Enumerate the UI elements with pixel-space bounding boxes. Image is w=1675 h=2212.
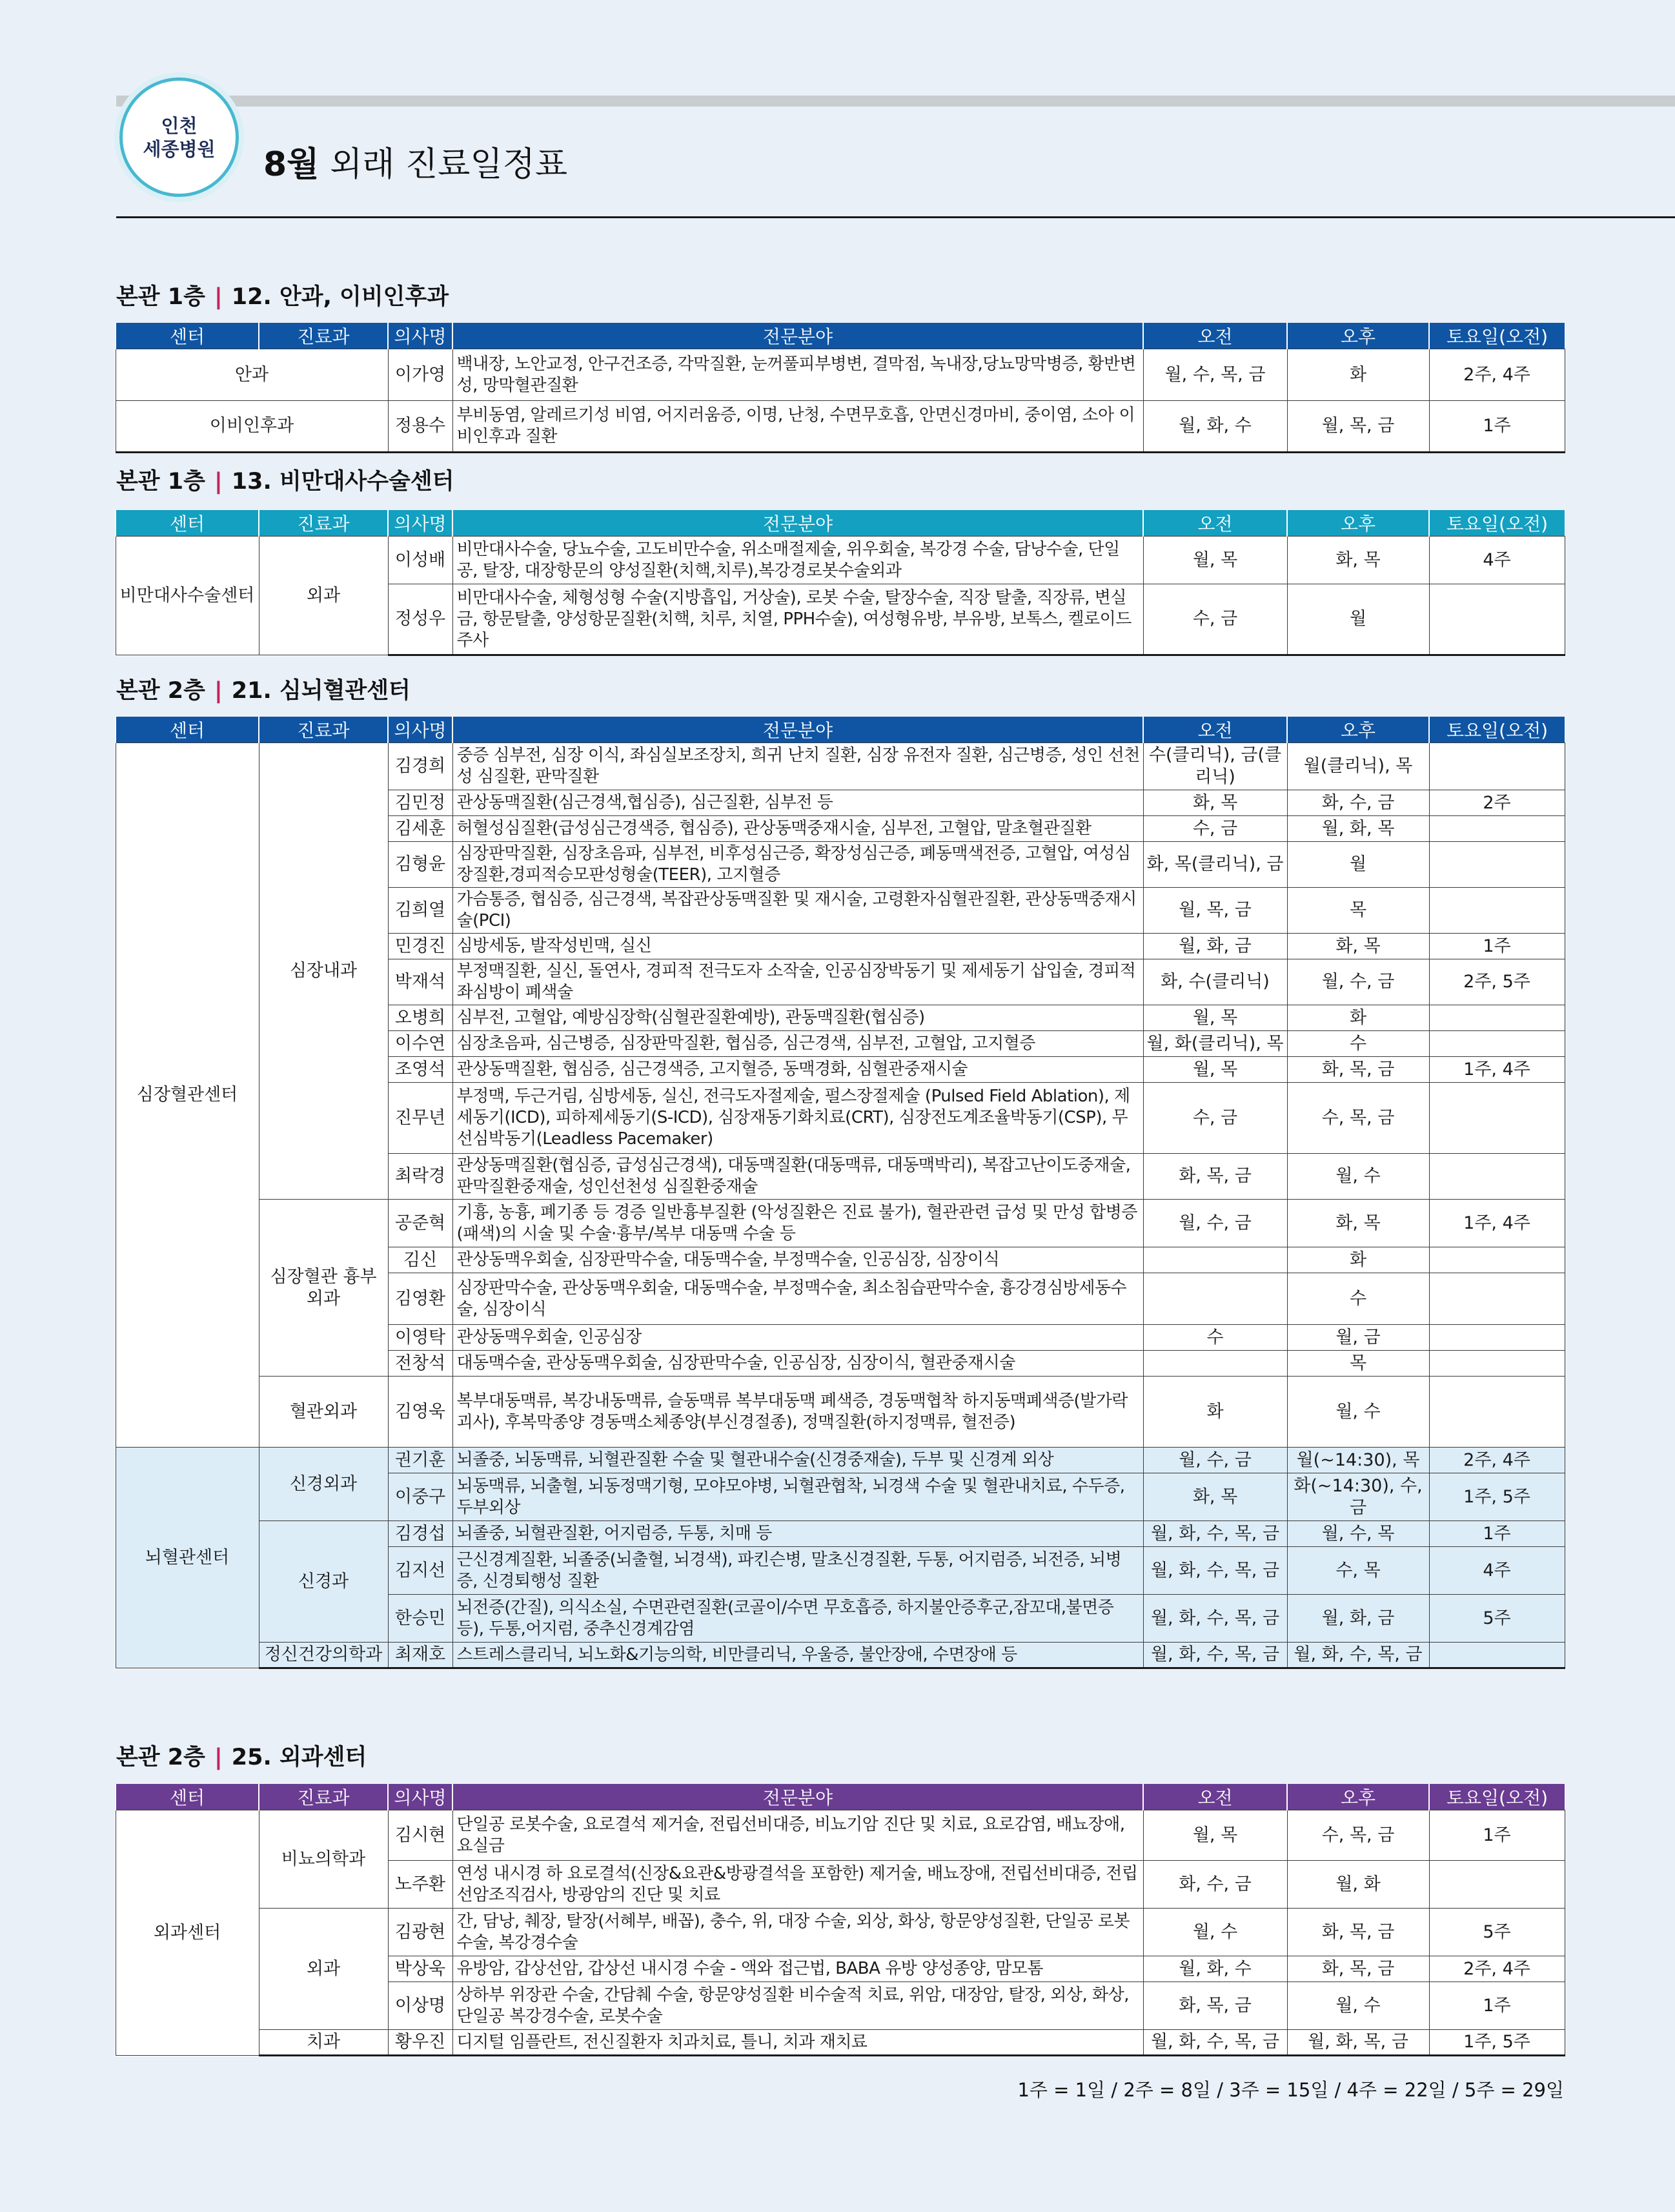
section-floor: 본관 2층	[116, 1745, 205, 1770]
saturday-cell: 2주, 4주	[1429, 1448, 1565, 1473]
specialty-cell: 간, 담낭, 췌장, 탈장(서혜부, 배꼽), 충수, 위, 대장 수술, 외상, 화상, 항문양성질환, 단일공 로봇수술, 복강경수술	[452, 1909, 1143, 1956]
pm-cell: 화, 목	[1287, 537, 1429, 584]
specialty-cell: 유방암, 갑상선암, 갑상선 내시경 수술 - 액와 접근법, BABA 유방 양성종양, 맘모톰	[452, 1956, 1143, 1982]
saturday-cell	[1429, 1273, 1565, 1325]
col-doctor: 의사명	[388, 323, 452, 349]
doctor-name: 한승민	[388, 1595, 452, 1643]
doctor-name: 김민정	[388, 790, 452, 816]
col-pm: 오후	[1287, 1784, 1429, 1810]
am-cell: 화, 목	[1143, 1473, 1287, 1521]
pm-cell: 화	[1287, 349, 1429, 401]
specialty-cell: 관상동맥질환(심근경색,협심증), 심근질환, 심부전 등	[452, 790, 1143, 816]
center-cell: 외과센터	[116, 1810, 259, 2056]
pm-cell: 수	[1287, 1273, 1429, 1325]
pm-cell: 목	[1287, 1351, 1429, 1377]
am-cell: 월, 화, 수, 목, 금	[1143, 1643, 1287, 1668]
am-cell: 월, 수, 금	[1143, 1448, 1287, 1473]
am-cell: 화, 목(클리닉), 금	[1143, 842, 1287, 888]
table-row	[116, 349, 1565, 401]
doctor-name: 진무년	[388, 1083, 452, 1154]
table-row	[116, 537, 1565, 584]
doctor-name: 김신	[388, 1247, 452, 1273]
doctor-name: 최재호	[388, 1643, 452, 1668]
doctor-name: 이중구	[388, 1473, 452, 1521]
section-floor: 본관 2층	[116, 678, 205, 704]
section-name: 21. 심뇌혈관센터	[231, 678, 411, 704]
specialty-cell: 스트레스클리닉, 뇌노화&기능의학, 비만클리닉, 우울증, 불안장애, 수면장애 등	[452, 1643, 1143, 1668]
am-cell: 월, 화, 수	[1143, 1956, 1287, 1982]
doctor-name: 최락경	[388, 1154, 452, 1200]
specialty-cell: 뇌전증(간질), 의식소실, 수면관련질환(코골이/수면 무호흡증, 하지불안증후군,잠꼬대,불면증 등), 두통,어지럼, 중추신경계감염	[452, 1595, 1143, 1643]
specialty-cell: 백내장, 노안교정, 안구건조증, 각막질환, 눈꺼풀피부병변, 결막점, 녹내장,당뇨망막병증, 황반변성, 망막혈관질환	[452, 349, 1143, 401]
specialty-cell: 가슴통증, 협심증, 심근경색, 복잡관상동맥질환 및 재시술, 고령환자심혈관질환, 관상동맥중재시술(PCI)	[452, 888, 1143, 934]
specialty-cell: 부비동염, 알레르기성 비염, 어지러움증, 이명, 난청, 수면무호흡, 안면신경마비, 중이염, 소아 이비인후과 질환	[452, 401, 1143, 453]
col-pm: 오후	[1287, 717, 1429, 743]
table-header	[116, 1784, 1565, 1810]
specialty-cell: 관상동맥질환(협심증, 급성심근경색), 대동맥질환(대동맥류, 대동맥박리), 복잡고난이도중재술, 판막질환중재술, 성인선천성 심질환중재술	[452, 1154, 1143, 1200]
saturday-cell	[1429, 1005, 1565, 1031]
am-cell: 화, 목, 금	[1143, 1154, 1287, 1200]
pm-cell: 월, 수	[1287, 1377, 1429, 1448]
pm-cell: 월, 화	[1287, 1861, 1429, 1909]
section-name: 12. 안과, 이비인후과	[231, 284, 449, 310]
doctor-name: 정용수	[388, 401, 452, 453]
specialty-cell: 복부대동맥류, 복강내동맥류, 슬동맥류 복부대동맥 폐색증, 경동맥협착 하지동맥폐색증(발가락괴사), 후복막종양 경동맥소체종양(부신경절종), 정맥질환(하지정맥류, 혈전증)	[452, 1377, 1143, 1448]
col-specialty: 전문분야	[452, 717, 1143, 743]
schedule-table-eye-ent	[115, 323, 1565, 453]
specialty-cell: 대동맥수술, 관상동맥우회술, 심장판막수술, 인공심장, 심장이식, 혈관중재시술	[452, 1351, 1143, 1377]
am-cell: 월, 화, 수	[1143, 401, 1287, 453]
doctor-name: 오병희	[388, 1005, 452, 1031]
section-title: 본관 2층 | 25. 외과센터	[116, 1745, 367, 1770]
doctor-name: 김광현	[388, 1909, 452, 1956]
table-header	[116, 717, 1565, 743]
pm-cell: 월, 금	[1287, 1325, 1429, 1351]
am-cell: 월, 목	[1143, 1057, 1287, 1083]
col-saturday: 토요일(오전)	[1429, 323, 1565, 349]
col-dept: 진료과	[259, 510, 388, 537]
pm-cell: 화, 목, 금	[1287, 1956, 1429, 1982]
table-row	[116, 1810, 1565, 1861]
saturday-cell	[1429, 584, 1565, 655]
doctor-name: 이성배	[388, 537, 452, 584]
col-specialty: 전문분야	[452, 323, 1143, 349]
dept-cell: 외과	[259, 1909, 388, 2030]
pm-cell: 화, 목	[1287, 934, 1429, 959]
saturday-cell	[1429, 1377, 1565, 1448]
specialty-cell: 부정맥질환, 실신, 돌연사, 경피적 전극도자 소작술, 인공심장박동기 및 제세동기 삽입술, 경피적 좌심방이 폐색술	[452, 959, 1143, 1005]
dept-cell: 정신건강의학과	[259, 1643, 388, 1668]
saturday-cell: 2주, 4주	[1429, 1956, 1565, 1982]
col-doctor: 의사명	[388, 717, 452, 743]
specialty-cell: 상하부 위장관 수술, 간담췌 수술, 항문양성질환 비수술적 치료, 위암, 대장암, 탈장, 외상, 화상, 단일공 복강경수술, 로봇수술	[452, 1982, 1143, 2030]
table-header	[116, 510, 1565, 537]
pm-cell: 수	[1287, 1031, 1429, 1057]
am-cell: 화, 목	[1143, 790, 1287, 816]
col-saturday: 토요일(오전)	[1429, 717, 1565, 743]
doctor-name: 박재석	[388, 959, 452, 1005]
am-cell: 월, 수	[1143, 1909, 1287, 1956]
col-am: 오전	[1143, 1784, 1287, 1810]
pm-cell: 월(클리닉), 목	[1287, 743, 1429, 790]
specialty-cell: 비만대사수술, 당뇨수술, 고도비만수술, 위소매절제술, 위우회술, 복강경 수술, 담낭수술, 단일공, 탈장, 대장항문의 양성질환(치핵,치루),복강경로봇수술외과	[452, 537, 1143, 584]
col-specialty: 전문분야	[452, 510, 1143, 537]
saturday-cell	[1429, 1247, 1565, 1273]
pm-cell: 월, 수	[1287, 1982, 1429, 2030]
saturday-cell	[1429, 1031, 1565, 1057]
saturday-cell: 1주	[1429, 1982, 1565, 2030]
doctor-name: 김형윤	[388, 842, 452, 888]
specialty-cell: 단일공 로봇수술, 요로결석 제거술, 전립선비대증, 비뇨기암 진단 및 치료, 요로감염, 배뇨장애, 요실금	[452, 1810, 1143, 1861]
dept-cell: 외과	[259, 537, 388, 655]
doctor-name: 박상욱	[388, 1956, 452, 1982]
specialty-cell: 관상동맥우회술, 심장판막수술, 대동맥수술, 부정맥수술, 인공심장, 심장이식	[452, 1247, 1143, 1273]
col-specialty: 전문분야	[452, 1784, 1143, 1810]
am-cell: 화	[1143, 1377, 1287, 1448]
saturday-cell: 1주, 5주	[1429, 1473, 1565, 1521]
saturday-cell: 4주	[1429, 537, 1565, 584]
section-name: 25. 외과센터	[231, 1745, 367, 1770]
section-title: 본관 2층 | 21. 심뇌혈관센터	[116, 678, 411, 704]
dept-cell: 비뇨의학과	[259, 1810, 388, 1909]
col-saturday: 토요일(오전)	[1429, 1784, 1565, 1810]
saturday-cell: 1주	[1429, 1521, 1565, 1547]
doctor-name: 정성우	[388, 584, 452, 655]
schedule-table-surgery	[115, 1784, 1565, 2056]
doctor-name: 김영환	[388, 1273, 452, 1325]
saturday-cell: 1주	[1429, 401, 1565, 453]
pm-cell: 화, 목, 금	[1287, 1909, 1429, 1956]
saturday-cell: 5주	[1429, 1909, 1565, 1956]
am-cell: 월, 화(클리닉), 목	[1143, 1031, 1287, 1057]
schedule-table-bariatric	[115, 510, 1565, 656]
section-floor: 본관 1층	[116, 284, 205, 310]
specialty-cell: 심장판막수술, 관상동맥우회술, 대동맥수술, 부정맥수술, 최소침습판막수술, 흉강경심방세동수술, 심장이식	[452, 1273, 1143, 1325]
col-center: 센터	[116, 323, 259, 349]
hospital-badge	[119, 77, 239, 197]
section-name: 13. 비만대사수술센터	[231, 469, 454, 495]
saturday-cell	[1429, 1351, 1565, 1377]
am-cell	[1143, 1351, 1287, 1377]
am-cell: 월, 목	[1143, 1810, 1287, 1861]
am-cell: 화, 목, 금	[1143, 1982, 1287, 2030]
col-am: 오전	[1143, 717, 1287, 743]
pm-cell: 수, 목, 금	[1287, 1810, 1429, 1861]
badge-line1: 인천	[161, 114, 198, 137]
saturday-cell: 2주, 5주	[1429, 959, 1565, 1005]
pm-cell: 월, 수, 금	[1287, 959, 1429, 1005]
saturday-cell: 2주, 4주	[1429, 349, 1565, 401]
pm-cell: 월, 화, 목	[1287, 816, 1429, 842]
table-row	[116, 2030, 1565, 2056]
am-cell: 월, 화, 수, 목, 금	[1143, 1521, 1287, 1547]
pm-cell: 월	[1287, 842, 1429, 888]
doctor-name: 김시현	[388, 1810, 452, 1861]
pm-cell: 목	[1287, 888, 1429, 934]
pm-cell: 월	[1287, 584, 1429, 655]
am-cell: 월, 화, 금	[1143, 934, 1287, 959]
specialty-cell: 기흉, 농흉, 폐기종 등 경증 일반흉부질환 (악성질환은 진료 불가), 혈관관련 급성 및 만성 합병증(패색)의 시술 및 수술·흉부/복부 대동맥 수술 등	[452, 1200, 1143, 1247]
table-row	[116, 1377, 1565, 1448]
dept-cell: 혈관외과	[259, 1377, 388, 1448]
dept-cell: 심장혈관 흉부외과	[259, 1200, 388, 1377]
col-doctor: 의사명	[388, 1784, 452, 1810]
table-row	[116, 401, 1565, 453]
am-cell: 월, 목	[1143, 1005, 1287, 1031]
am-cell: 월, 화, 수, 목, 금	[1143, 1595, 1287, 1643]
am-cell: 수	[1143, 1325, 1287, 1351]
section-floor: 본관 1층	[116, 469, 205, 495]
saturday-cell	[1429, 743, 1565, 790]
doctor-name: 노주환	[388, 1861, 452, 1909]
doctor-name: 민경진	[388, 934, 452, 959]
doctor-name: 김희열	[388, 888, 452, 934]
week-legend: 1주 = 1일 / 2주 = 8일 / 3주 = 15일 / 4주 = 22일 / 5주 = 29일	[1017, 2079, 1564, 2101]
doctor-name: 이상명	[388, 1982, 452, 2030]
pm-cell: 월, 수	[1287, 1154, 1429, 1200]
am-cell: 수, 금	[1143, 1083, 1287, 1154]
pm-cell: 화	[1287, 1247, 1429, 1273]
specialty-cell: 부정맥, 두근거림, 심방세동, 실신, 전극도자절제술, 펄스장절제술 (Pulsed Field Ablation), 제세동기(ICD), 피하제세동기(S-ICD), 심장재동기화치료(CRT), 심장전도계조율박동기(CSP), 무선심박동기(Leadless Pacemaker)	[452, 1083, 1143, 1154]
pm-cell: 화	[1287, 1005, 1429, 1031]
doctor-name: 김경희	[388, 743, 452, 790]
specialty-cell: 관상동맥질환, 협심증, 심근경색증, 고지혈증, 동맥경화, 심혈관중재시술	[452, 1057, 1143, 1083]
center-cell: 심장혈관센터	[116, 743, 259, 1448]
doctor-name: 이영탁	[388, 1325, 452, 1351]
specialty-cell: 근신경계질환, 뇌졸중(뇌출혈, 뇌경색), 파킨슨병, 말초신경질환, 두통, 어지럼증, 뇌전증, 뇌병증, 신경퇴행성 질환	[452, 1547, 1143, 1595]
doctor-name: 이가영	[388, 349, 452, 401]
dept-cell: 신경과	[259, 1521, 388, 1643]
center-cell: 안과	[116, 349, 388, 401]
specialty-cell: 심부전, 고혈압, 예방심장학(심혈관질환예방), 관동맥질환(협심증)	[452, 1005, 1143, 1031]
pm-cell: 월, 화, 수, 목, 금	[1287, 1643, 1429, 1668]
center-cell: 이비인후과	[116, 401, 388, 453]
saturday-cell: 4주	[1429, 1547, 1565, 1595]
col-dept: 진료과	[259, 323, 388, 349]
saturday-cell: 1주	[1429, 1810, 1565, 1861]
saturday-cell: 5주	[1429, 1595, 1565, 1643]
am-cell	[1143, 1247, 1287, 1273]
center-cell: 비만대사수술센터	[116, 537, 259, 655]
saturday-cell	[1429, 1154, 1565, 1200]
table-row	[116, 1643, 1565, 1668]
col-doctor: 의사명	[388, 510, 452, 537]
doctor-name: 김세훈	[388, 816, 452, 842]
col-pm: 오후	[1287, 510, 1429, 537]
saturday-cell: 2주	[1429, 790, 1565, 816]
am-cell: 월, 수, 금	[1143, 1200, 1287, 1247]
pm-cell: 월, 화, 목, 금	[1287, 2030, 1429, 2056]
specialty-cell: 비만대사수술, 체형성형 수술(지방흡입, 거상술), 로봇 수술, 탈장수술, 직장 탈출, 직장류, 변실금, 항문탈출, 양성항문질환(치핵, 치루, 치열, PPH수술), 여성형유방, 부유방, 보톡스, 켈로이드 주사	[452, 584, 1143, 655]
title-text: 외래 진료일정표	[319, 145, 568, 184]
header-bar	[116, 96, 1675, 107]
am-cell: 월, 수, 목, 금	[1143, 349, 1287, 401]
specialty-cell: 뇌졸중, 뇌동맥류, 뇌혈관질환 수술 및 혈관내수술(신경중재술), 두부 및 신경계 외상	[452, 1448, 1143, 1473]
dept-cell: 치과	[259, 2030, 388, 2056]
am-cell: 월, 목, 금	[1143, 888, 1287, 934]
saturday-cell	[1429, 888, 1565, 934]
am-cell: 수, 금	[1143, 816, 1287, 842]
pm-cell: 수, 목	[1287, 1547, 1429, 1595]
doctor-name: 공준혁	[388, 1200, 452, 1247]
page-title	[263, 137, 567, 185]
table-row	[116, 743, 1565, 790]
saturday-cell: 1주, 4주	[1429, 1057, 1565, 1083]
am-cell: 수(클리닉), 금(클리닉)	[1143, 743, 1287, 790]
table-row	[116, 1909, 1565, 1956]
col-dept: 진료과	[259, 717, 388, 743]
am-cell: 월, 목	[1143, 537, 1287, 584]
pm-cell: 화, 목, 금	[1287, 1057, 1429, 1083]
saturday-cell	[1429, 1083, 1565, 1154]
doctor-name: 김영욱	[388, 1377, 452, 1448]
col-center: 센터	[116, 717, 259, 743]
am-cell: 화, 수(클리닉)	[1143, 959, 1287, 1005]
table-row	[116, 1200, 1565, 1247]
dept-cell: 심장내과	[259, 743, 388, 1200]
saturday-cell	[1429, 1861, 1565, 1909]
specialty-cell: 디지털 임플란트, 전신질환자 치과치료, 틀니, 치과 재치료	[452, 2030, 1143, 2056]
col-pm: 오후	[1287, 323, 1429, 349]
col-center: 센터	[116, 1784, 259, 1810]
saturday-cell	[1429, 1643, 1565, 1668]
pm-cell: 화(~14:30), 수, 금	[1287, 1473, 1429, 1521]
saturday-cell: 1주	[1429, 934, 1565, 959]
badge-line2: 세종병원	[143, 138, 216, 160]
saturday-cell	[1429, 816, 1565, 842]
doctor-name: 황우진	[388, 2030, 452, 2056]
col-dept: 진료과	[259, 1784, 388, 1810]
pm-cell: 월, 수, 목	[1287, 1521, 1429, 1547]
doctor-name: 이수연	[388, 1031, 452, 1057]
pm-cell: 화, 수, 금	[1287, 790, 1429, 816]
col-am: 오전	[1143, 323, 1287, 349]
am-cell: 수, 금	[1143, 584, 1287, 655]
col-am: 오전	[1143, 510, 1287, 537]
specialty-cell: 심장초음파, 심근병증, 심장판막질환, 협심증, 심근경색, 심부전, 고혈압, 고지혈증	[452, 1031, 1143, 1057]
specialty-cell: 관상동맥우회술, 인공심장	[452, 1325, 1143, 1351]
specialty-cell: 심방세동, 발작성빈맥, 실신	[452, 934, 1143, 959]
doctor-name: 김지선	[388, 1547, 452, 1595]
pm-cell: 수, 목, 금	[1287, 1083, 1429, 1154]
dept-cell: 신경외과	[259, 1448, 388, 1521]
specialty-cell: 연성 내시경 하 요로결석(신장&요관&방광결석을 포함한) 제거술, 배뇨장애, 전립선비대증, 전립선암조직검사, 방광암의 진단 및 치료	[452, 1861, 1143, 1909]
pm-cell: 월(~14:30), 목	[1287, 1448, 1429, 1473]
doctor-name: 전창석	[388, 1351, 452, 1377]
table-row	[116, 1521, 1565, 1547]
section-title: 본관 1층 | 12. 안과, 이비인후과	[116, 284, 449, 310]
saturday-cell: 1주, 5주	[1429, 2030, 1565, 2056]
am-cell: 화, 수, 금	[1143, 1861, 1287, 1909]
doctor-name: 조영석	[388, 1057, 452, 1083]
specialty-cell: 뇌졸중, 뇌혈관질환, 어지럼증, 두통, 치매 등	[452, 1521, 1143, 1547]
pm-cell: 화, 목	[1287, 1200, 1429, 1247]
pm-cell: 월, 목, 금	[1287, 401, 1429, 453]
specialty-cell: 심장판막질환, 심장초음파, 심부전, 비후성심근증, 확장성심근증, 폐동맥색전증, 고혈압, 여성심장질환,경피적승모판성형술(TEER), 고지혈증	[452, 842, 1143, 888]
saturday-cell: 1주, 4주	[1429, 1200, 1565, 1247]
col-center: 센터	[116, 510, 259, 537]
table-header	[116, 323, 1565, 349]
specialty-cell: 뇌동맥류, 뇌출혈, 뇌동정맥기형, 모야모야병, 뇌혈관협착, 뇌경색 수술 및 혈관내치료, 수두증, 두부외상	[452, 1473, 1143, 1521]
center-cell: 뇌혈관센터	[116, 1448, 259, 1668]
section-title: 본관 1층 | 13. 비만대사수술센터	[116, 469, 454, 495]
col-saturday: 토요일(오전)	[1429, 510, 1565, 537]
doctor-name: 김경섭	[388, 1521, 452, 1547]
header-underline	[116, 216, 1675, 218]
am-cell	[1143, 1273, 1287, 1325]
doctor-name: 권기훈	[388, 1448, 452, 1473]
specialty-cell: 허혈성심질환(급성심근경색증, 협심증), 관상동맥중재시술, 심부전, 고혈압, 말초혈관질환	[452, 816, 1143, 842]
schedule-table-cardio-neuro	[115, 717, 1565, 1669]
pm-cell: 월, 화, 금	[1287, 1595, 1429, 1643]
saturday-cell	[1429, 1325, 1565, 1351]
am-cell: 월, 화, 수, 목, 금	[1143, 1547, 1287, 1595]
specialty-cell: 중증 심부전, 심장 이식, 좌심실보조장치, 희귀 난치 질환, 심장 유전자 질환, 심근병증, 성인 선천성 심질환, 판막질환	[452, 743, 1143, 790]
saturday-cell	[1429, 842, 1565, 888]
title-month: 8월	[263, 145, 320, 184]
am-cell: 월, 화, 수, 목, 금	[1143, 2030, 1287, 2056]
table-row	[116, 1448, 1565, 1473]
